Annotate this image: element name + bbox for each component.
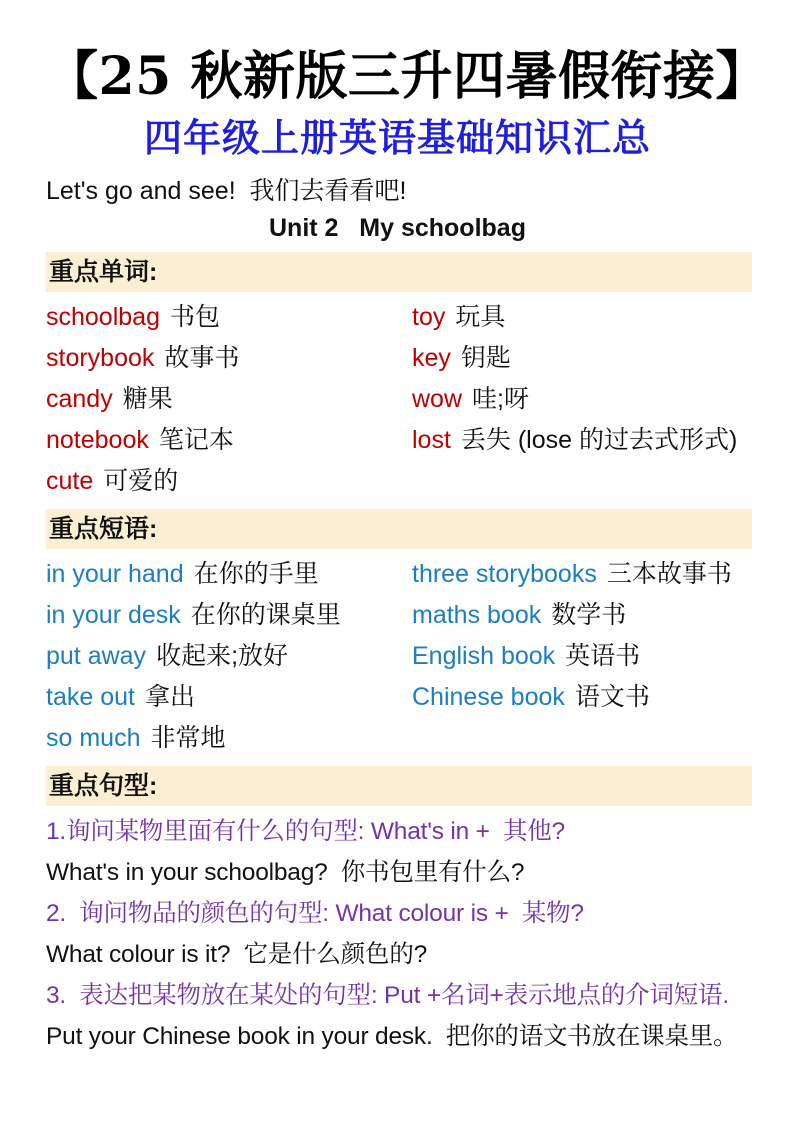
phrase-list <box>46 554 786 759</box>
word-zh: 钥匙 <box>460 344 511 372</box>
phrase-en: maths book <box>412 601 542 629</box>
word-zh: 故事书 <box>164 344 240 372</box>
word-zh: 笔记本 <box>158 426 234 454</box>
phrase-zh: 三本故事书 <box>606 560 732 588</box>
sentence-pattern: 1.询问某物里面有什么的句型: What's in + 其他? <box>46 818 565 845</box>
phrase-zh: 拿出 <box>144 683 195 711</box>
phrase-en: take out <box>46 683 135 711</box>
word-item <box>46 338 412 379</box>
word-en: lost <box>412 426 451 454</box>
word-en: storybook <box>46 344 155 372</box>
page-title: 【25 秋新版三升四暑假衔接】 <box>46 46 768 107</box>
phrase-en: put away <box>46 642 147 670</box>
word-zh: 可爱的 <box>103 467 179 495</box>
phrase-zh: 非常地 <box>150 724 226 752</box>
sentence-pattern: 2. 询问物品的颜色的句型: What colour is + 某物? <box>46 900 584 927</box>
word-item <box>46 379 412 420</box>
phrase-item <box>46 677 412 718</box>
word-item <box>412 379 786 420</box>
word-en: cute <box>46 467 94 495</box>
phrase-item <box>412 677 786 718</box>
phrase-zh: 在你的手里 <box>193 560 319 588</box>
section-header-sentences <box>46 766 752 806</box>
word-zh: 糖果 <box>122 385 173 413</box>
section-header-phrases-label: 重点短语: <box>49 515 158 543</box>
phrase-item <box>46 554 412 595</box>
section-header-words <box>46 252 752 292</box>
phrase-item <box>46 595 412 636</box>
word-item <box>46 297 412 338</box>
phrase-item <box>412 595 786 636</box>
word-en: schoolbag <box>46 303 160 331</box>
unit-heading: Unit 2 My schoolbag <box>269 214 526 242</box>
phrase-en: English book <box>412 642 556 670</box>
phrase-en: in your hand <box>46 560 184 588</box>
phrase-zh: 英语书 <box>565 642 641 670</box>
word-item <box>412 297 786 338</box>
phrase-item <box>412 554 786 595</box>
intro-line: Let's go and see! 我们去看看吧! <box>46 177 407 205</box>
phrase-zh: 语文书 <box>574 683 650 711</box>
word-zh: 玩具 <box>455 303 506 331</box>
section-header-words-label: 重点单词: <box>49 258 158 286</box>
phrase-en: so much <box>46 724 141 752</box>
word-en: candy <box>46 385 113 413</box>
word-zh: 书包 <box>169 303 220 331</box>
phrase-item <box>46 636 412 677</box>
phrase-en: in your desk <box>46 601 181 629</box>
section-header-sentences-label: 重点句型: <box>49 772 158 800</box>
word-zh: 丢失 (lose 的过去式形式) <box>460 426 738 454</box>
phrase-zh: 数学书 <box>551 601 627 629</box>
sentence-example: Put your Chinese book in your desk. 把你的语文书放在课桌里。 <box>46 1023 738 1050</box>
phrase-en: three storybooks <box>412 560 597 588</box>
word-item <box>412 338 786 379</box>
phrase-item <box>412 636 786 677</box>
phrase-item <box>46 718 412 759</box>
word-item <box>412 420 786 461</box>
word-zh: 哇;呀 <box>472 385 529 413</box>
phrase-zh: 在你的课桌里 <box>190 601 341 629</box>
word-en: key <box>412 344 451 372</box>
page-subtitle: 四年级上册英语基础知识汇总 <box>143 115 651 160</box>
sentence-example: What colour is it? 它是什么颜色的? <box>46 941 428 968</box>
sentence-example: What's in your schoolbag? 你书包里有什么? <box>46 859 525 886</box>
word-list <box>46 297 786 502</box>
word-item <box>46 461 412 502</box>
sentence-pattern: 3. 表达把某物放在某处的句型: Put +名词+表示地点的介词短语. <box>46 982 729 1009</box>
phrase-zh: 收起来;放好 <box>156 642 289 670</box>
word-en: toy <box>412 303 446 331</box>
word-en: wow <box>412 385 463 413</box>
word-item <box>46 420 412 461</box>
sentence-list <box>46 811 793 1057</box>
section-header-phrases <box>46 509 752 549</box>
phrase-en: Chinese book <box>412 683 565 711</box>
word-en: notebook <box>46 426 149 454</box>
